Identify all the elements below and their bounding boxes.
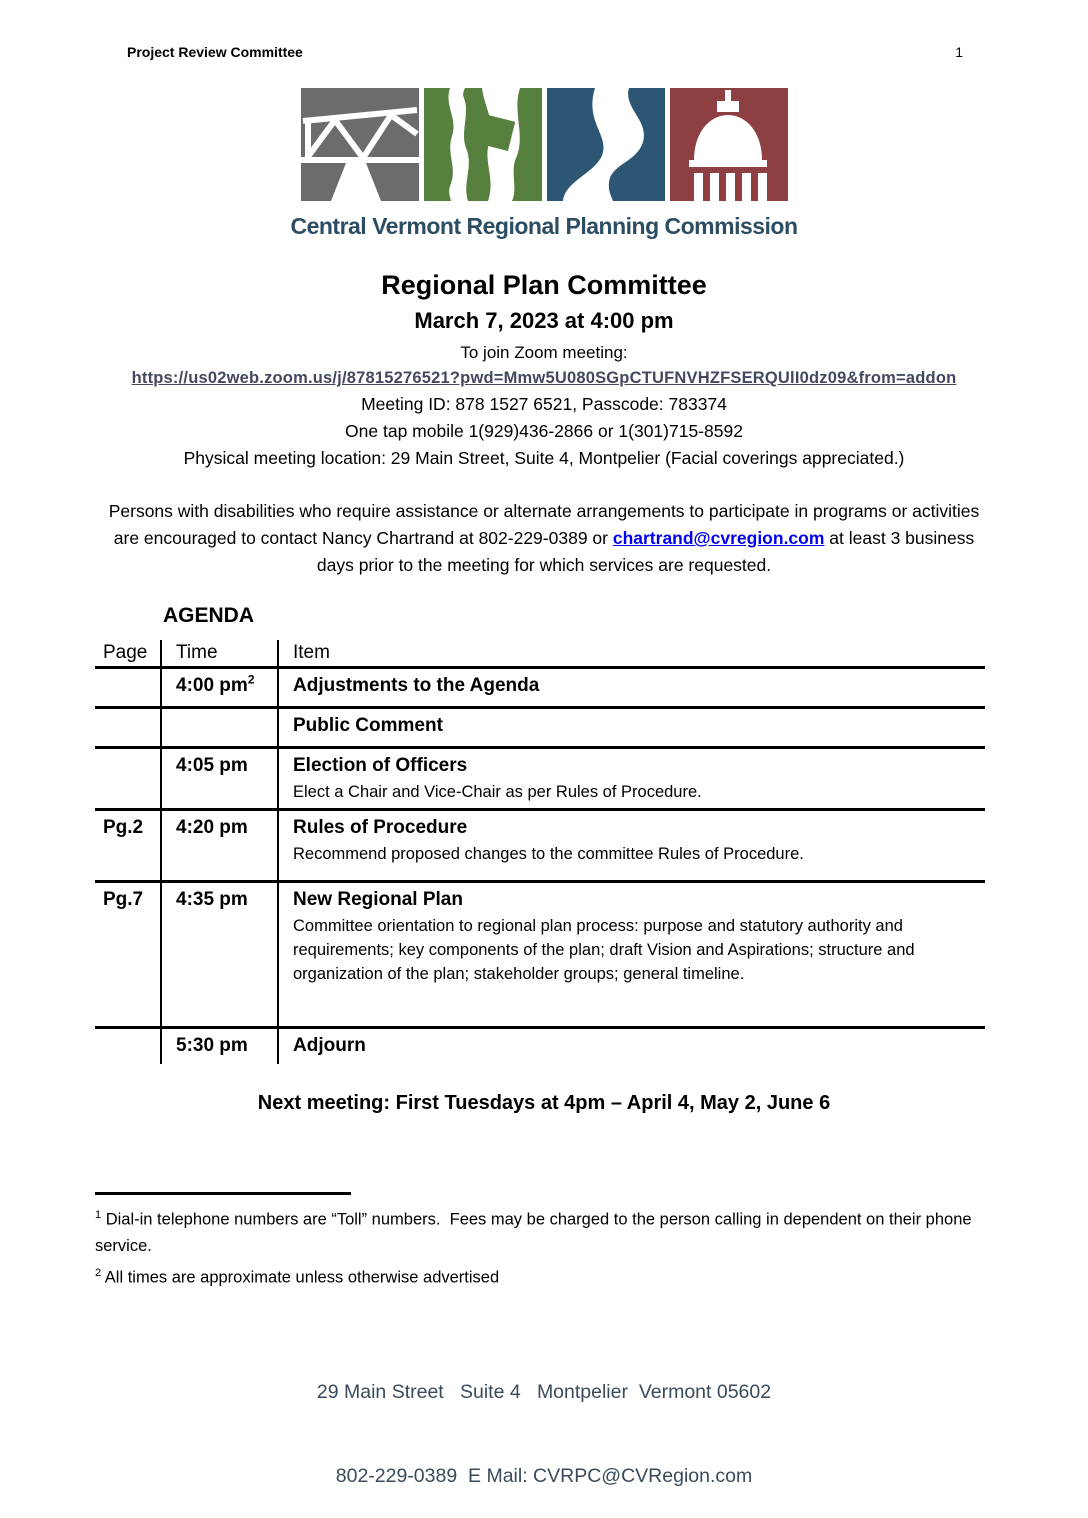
- next-meeting-line: Next meeting: First Tuesdays at 4pm – April 4, May 2, June 6: [257, 1092, 831, 1114]
- agenda-table: [95, 640, 985, 1064]
- agenda-item-title: Public Comment: [293, 715, 443, 736]
- agenda-page-ref: [95, 1029, 162, 1064]
- agenda-row: [95, 808, 985, 880]
- column-header-time: Time: [162, 640, 279, 666]
- agenda-header-row: [95, 640, 985, 666]
- agenda-item: [279, 669, 985, 706]
- agenda-row: [95, 880, 985, 1026]
- footnote-separator: [95, 1192, 351, 1195]
- physical-location-line: Physical meeting location: 29 Main Street, Suite 4, Montpelier (Facial coverings appreciated.): [183, 448, 905, 468]
- running-header-title: Project Review Committee: [127, 44, 303, 60]
- footnote-marker: 2: [95, 1266, 102, 1279]
- footnotes: [95, 1202, 995, 1291]
- agenda-time: 5:30 pm: [162, 1029, 279, 1064]
- cvrpc-logo: [0, 88, 1088, 240]
- agenda-item-title: Adjustments to the Agenda: [293, 675, 540, 696]
- agenda-item-desc: Elect a Chair and Vice-Chair as per Rules of Procedure.: [293, 783, 702, 801]
- agenda-time: [162, 709, 279, 746]
- agenda-page-ref: [95, 749, 162, 808]
- accessibility-text-after: at least 3 business days prior to the meeting for which services are requested.: [316, 528, 975, 575]
- agenda-row: [95, 746, 985, 808]
- agenda-page-ref: [95, 709, 162, 746]
- agenda-row: [95, 706, 985, 746]
- agenda-item-desc: Recommend proposed changes to the committee Rules of Procedure.: [293, 845, 804, 863]
- agenda-time: 4:00 $pm^2$: [162, 669, 279, 706]
- footnote-1: [95, 1202, 995, 1260]
- agenda-item-title: Adjourn: [293, 1035, 366, 1056]
- capitol-dome-icon: [670, 88, 788, 201]
- bridge-icon: [301, 88, 419, 201]
- footer-contact-line: 802-229-0389 E Mail: CVRPC@CVRegion.com: [335, 1465, 753, 1487]
- agenda-row: [95, 1026, 985, 1064]
- accessibility-notice: [94, 498, 994, 579]
- agenda-page-ref: [95, 669, 162, 706]
- meeting-datetime: March 7, 2023 at 4:00 pm: [414, 308, 674, 333]
- agenda-time: 4:35 pm: [162, 883, 279, 1026]
- zoom-join-label: To join Zoom meeting:: [460, 343, 628, 362]
- footnote-marker: 1: [95, 1209, 102, 1221]
- one-tap-line: One tap mobile 1(929)436-2866 or 1(301)715-8592: [345, 421, 743, 441]
- column-header-page: Page: [95, 640, 162, 666]
- footnote-text: Dial-in telephone numbers are “Toll” numbers. Fees may be charged to the person calling in dependent on their phone service.: [95, 1210, 977, 1255]
- meeting-title: Regional Plan Committee: [381, 270, 707, 300]
- meeting-title-block: [0, 270, 1088, 469]
- contact-email-link[interactable]: chartrand@cvregion.com: [612, 528, 825, 548]
- agenda-item-desc: Committee orientation to regional plan process: purpose and statutory authority and requirements; key components of the plan; draft Vision and Aspirations; structure and organization of the plan; stakeholder groups; general timeline.: [293, 917, 915, 983]
- footnote-2: [95, 1260, 995, 1291]
- agenda-item: [279, 883, 985, 1026]
- column-header-item: Item: [293, 642, 330, 663]
- footnote-text: All times are approximate unless otherwise advertised: [101, 1268, 500, 1286]
- page-header: [127, 44, 963, 60]
- river-icon: [547, 88, 665, 201]
- agenda-item: [279, 811, 985, 880]
- document-footer: [0, 1322, 1088, 1518]
- agenda-time: 4:20 pm: [162, 811, 279, 880]
- agenda-heading: AGENDA: [163, 604, 255, 627]
- agenda-item: [279, 1029, 985, 1064]
- agenda-item: [279, 749, 985, 808]
- agenda-page-ref: Pg.7: [95, 883, 162, 1026]
- page-number: 1: [955, 44, 963, 60]
- logo-wordmark: Central Vermont Regional Planning Commission: [290, 213, 798, 239]
- agenda-item-title: Election of Officers: [293, 755, 468, 776]
- zoom-meeting-link[interactable]: https://us02web.zoom.us/j/87815276521?pwd=Mmw5U080SGpCTUFNVHZFSERQUlI0dz09&from=addon: [131, 369, 957, 387]
- agenda-item-title: New Regional Plan: [293, 889, 463, 910]
- agenda-row: [95, 666, 985, 706]
- time-footnote-marker: 2: [247, 672, 255, 687]
- vermont-map-icon: [424, 88, 542, 201]
- accessibility-text-before: Persons with disabilities who require assistance or alternate arrangements to participate in programs or activities are encouraged to contact Nancy Chartrand at 802-229-0389 or: [108, 501, 980, 548]
- meeting-id-line: Meeting ID: 878 1527 6521, Passcode: 783374: [361, 394, 727, 414]
- agenda-item-title: Rules of Procedure: [293, 817, 468, 838]
- agenda-page-ref: Pg.2: [95, 811, 162, 880]
- agenda-item: [279, 709, 985, 746]
- agenda-time: 4:05 pm: [162, 749, 279, 808]
- footer-address-line: 29 Main Street Suite 4 Montpelier Vermont 05602: [316, 1381, 772, 1403]
- logo-tiles: [301, 88, 788, 201]
